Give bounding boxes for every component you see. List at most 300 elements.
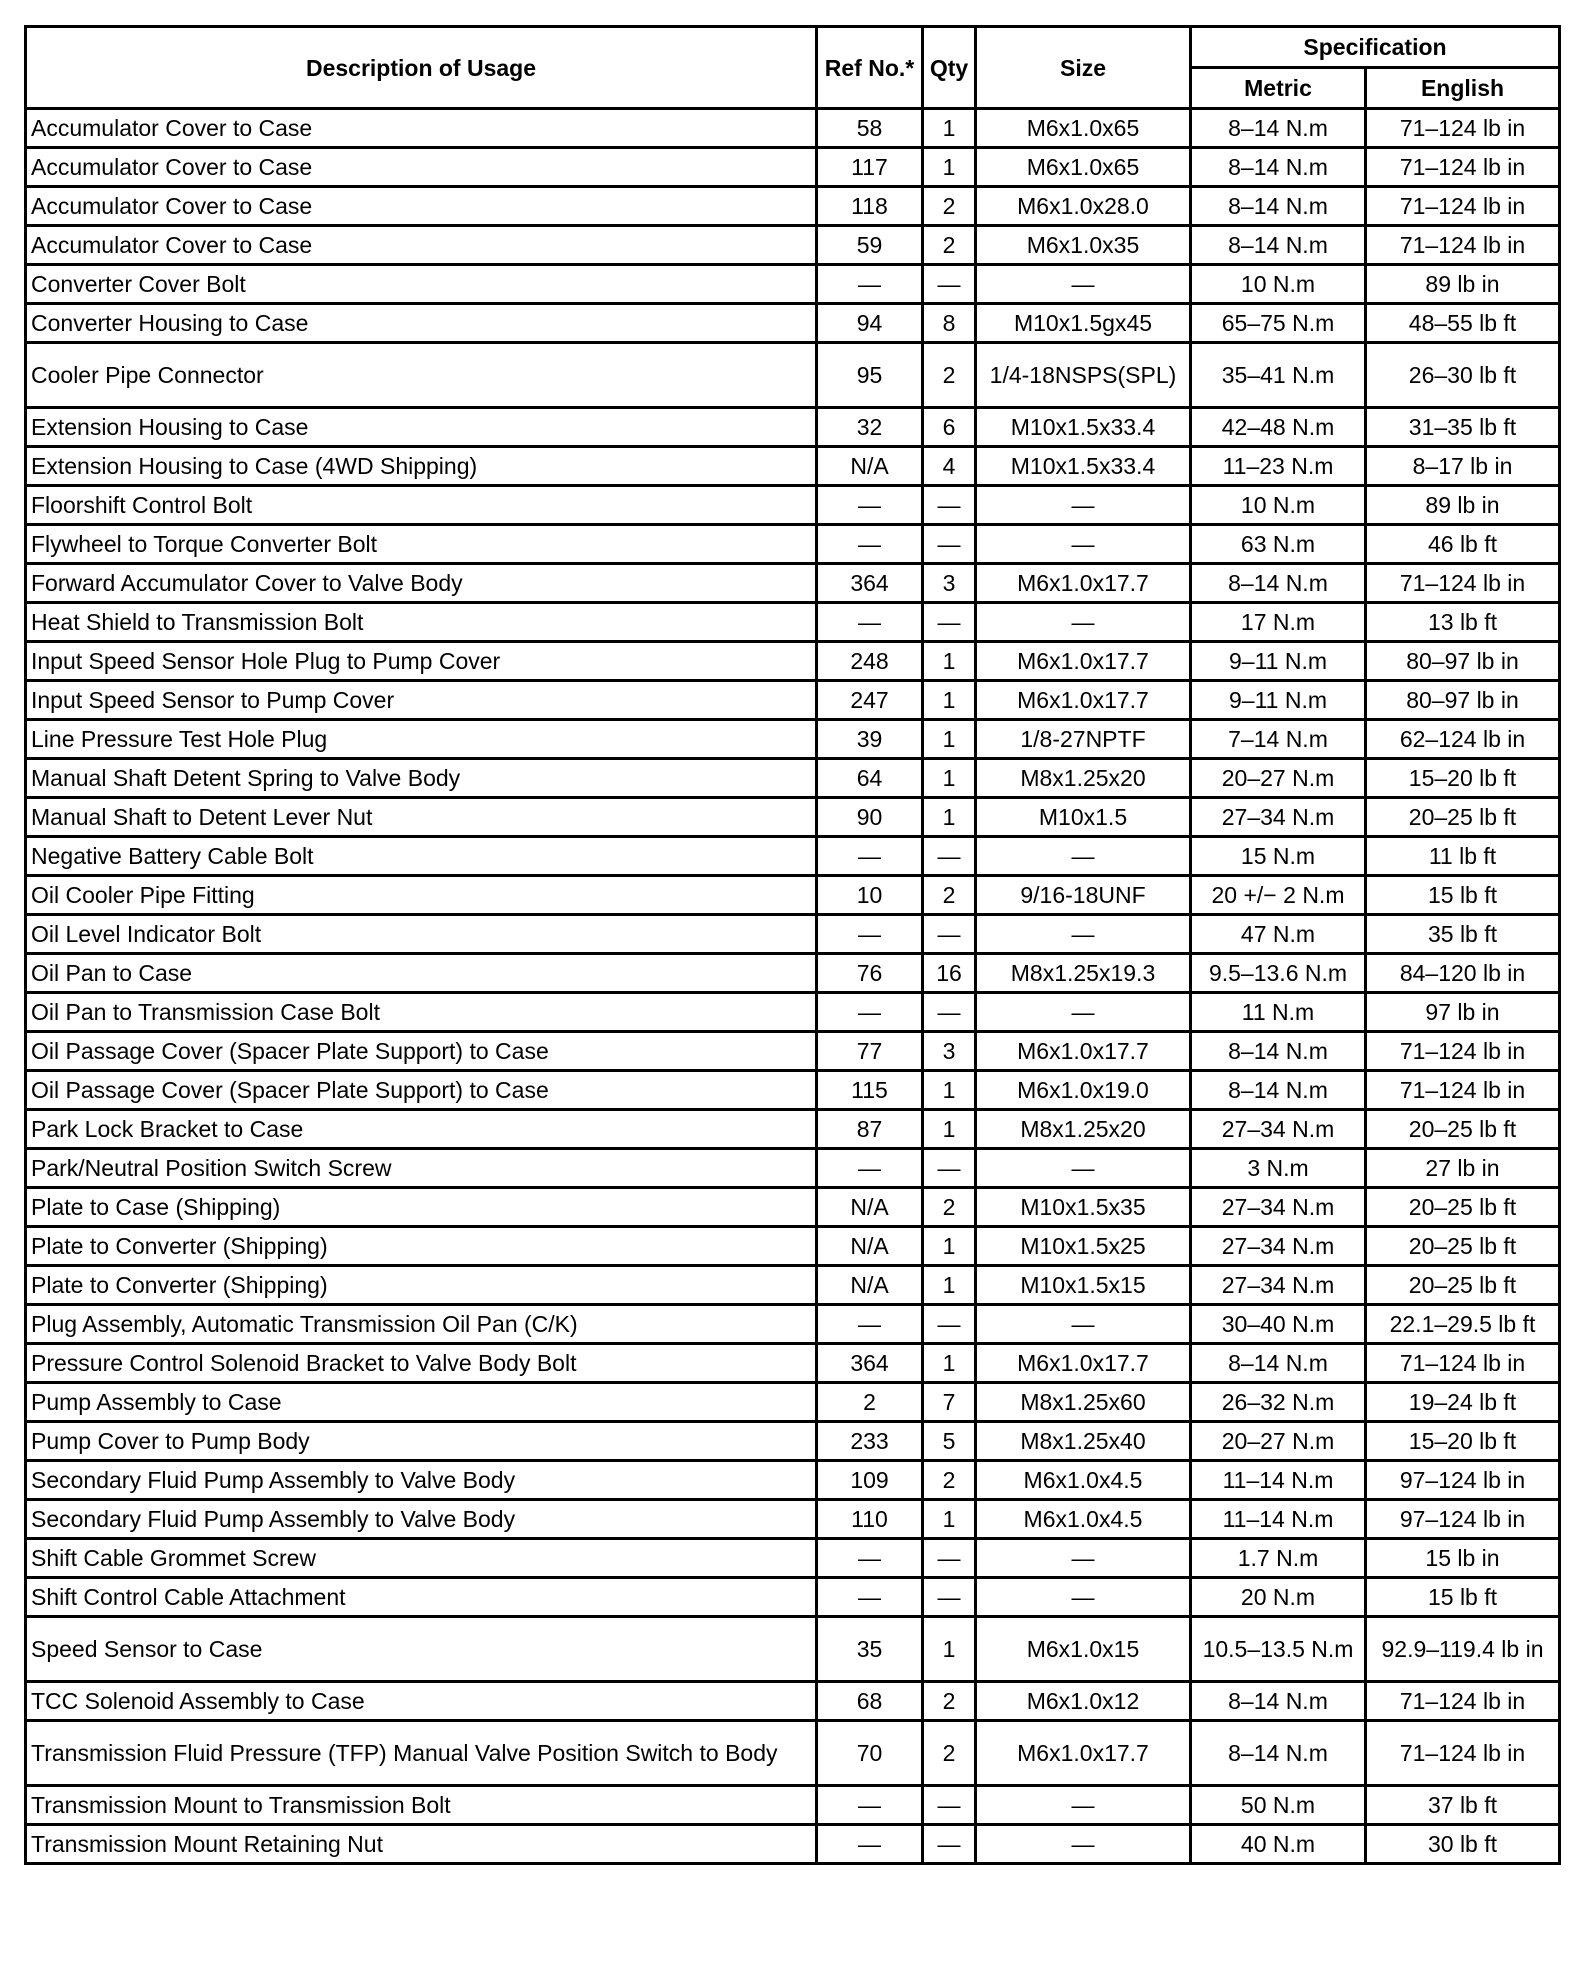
table-row: [26, 1149, 1560, 1188]
table-row: [26, 304, 1560, 343]
cell-english: 20–25 lb ft: [1366, 798, 1560, 837]
cell-metric: 8–14 N.m: [1191, 148, 1366, 187]
cell-qty: 2: [923, 1461, 976, 1500]
cell-size: —: [976, 486, 1191, 525]
cell-english: 15–20 lb ft: [1366, 1422, 1560, 1461]
cell-english: 31–35 lb ft: [1366, 408, 1560, 447]
table-row: [26, 1227, 1560, 1266]
cell-english: 97–124 lb in: [1366, 1500, 1560, 1539]
cell-qty: —: [923, 525, 976, 564]
cell-qty: 1: [923, 642, 976, 681]
cell-description: Plate to Converter (Shipping): [26, 1266, 817, 1305]
cell-size: —: [976, 1149, 1191, 1188]
table-row: [26, 1110, 1560, 1149]
cell-metric: 8–14 N.m: [1191, 109, 1366, 148]
cell-ref-no: 110: [817, 1500, 923, 1539]
table-row: [26, 1188, 1560, 1227]
cell-ref-no: 76: [817, 954, 923, 993]
cell-english: 46 lb ft: [1366, 525, 1560, 564]
table-row: [26, 1539, 1560, 1578]
cell-description: Transmission Mount Retaining Nut: [26, 1825, 817, 1864]
cell-english: 84–120 lb in: [1366, 954, 1560, 993]
cell-size: M10x1.5: [976, 798, 1191, 837]
cell-metric: 8–14 N.m: [1191, 1344, 1366, 1383]
cell-description: Pump Cover to Pump Body: [26, 1422, 817, 1461]
cell-ref-no: N/A: [817, 1266, 923, 1305]
cell-size: 1/8-27NPTF: [976, 720, 1191, 759]
cell-metric: 11–14 N.m: [1191, 1500, 1366, 1539]
cell-qty: —: [923, 1149, 976, 1188]
cell-metric: 17 N.m: [1191, 603, 1366, 642]
table-row: [26, 1305, 1560, 1344]
cell-english: 13 lb ft: [1366, 603, 1560, 642]
table-row: [26, 109, 1560, 148]
cell-metric: 8–14 N.m: [1191, 1032, 1366, 1071]
cell-metric: 63 N.m: [1191, 525, 1366, 564]
cell-english: 48–55 lb ft: [1366, 304, 1560, 343]
cell-size: —: [976, 1825, 1191, 1864]
cell-qty: —: [923, 603, 976, 642]
cell-metric: 8–14 N.m: [1191, 1071, 1366, 1110]
header-english: English: [1366, 68, 1560, 109]
cell-english: 15 lb ft: [1366, 1578, 1560, 1617]
cell-description: Oil Cooler Pipe Fitting: [26, 876, 817, 915]
cell-ref-no: N/A: [817, 1188, 923, 1227]
cell-size: M10x1.5x35: [976, 1188, 1191, 1227]
cell-qty: —: [923, 265, 976, 304]
cell-qty: —: [923, 1786, 976, 1825]
cell-english: 71–124 lb in: [1366, 564, 1560, 603]
table-row: [26, 759, 1560, 798]
cell-ref-no: 68: [817, 1682, 923, 1721]
cell-qty: 2: [923, 1188, 976, 1227]
cell-qty: —: [923, 1539, 976, 1578]
cell-metric: 10.5–13.5 N.m: [1191, 1617, 1366, 1682]
torque-spec-table: [24, 25, 1561, 1865]
cell-metric: 9–11 N.m: [1191, 681, 1366, 720]
cell-english: 71–124 lb in: [1366, 148, 1560, 187]
header-description: Description of Usage: [26, 27, 817, 109]
cell-metric: 11–14 N.m: [1191, 1461, 1366, 1500]
cell-english: 89 lb in: [1366, 486, 1560, 525]
cell-qty: 1: [923, 1266, 976, 1305]
cell-qty: 7: [923, 1383, 976, 1422]
cell-qty: 1: [923, 1227, 976, 1266]
cell-ref-no: 247: [817, 681, 923, 720]
cell-qty: 1: [923, 1110, 976, 1149]
table-row: [26, 187, 1560, 226]
cell-description: Input Speed Sensor Hole Plug to Pump Cover: [26, 642, 817, 681]
table-row: [26, 915, 1560, 954]
table-row: [26, 1461, 1560, 1500]
cell-english: 71–124 lb in: [1366, 1682, 1560, 1721]
table-row: [26, 1825, 1560, 1864]
cell-qty: —: [923, 486, 976, 525]
cell-qty: —: [923, 915, 976, 954]
cell-size: —: [976, 915, 1191, 954]
cell-description: Accumulator Cover to Case: [26, 226, 817, 265]
table-body: [26, 109, 1560, 1864]
cell-english: 37 lb ft: [1366, 1786, 1560, 1825]
table-row: [26, 1071, 1560, 1110]
cell-description: Shift Control Cable Attachment: [26, 1578, 817, 1617]
cell-metric: 27–34 N.m: [1191, 1188, 1366, 1227]
cell-ref-no: 109: [817, 1461, 923, 1500]
cell-english: 11 lb ft: [1366, 837, 1560, 876]
cell-qty: 1: [923, 798, 976, 837]
cell-ref-no: 87: [817, 1110, 923, 1149]
cell-size: M6x1.0x28.0: [976, 187, 1191, 226]
table-row: [26, 148, 1560, 187]
cell-metric: 1.7 N.m: [1191, 1539, 1366, 1578]
cell-english: 97–124 lb in: [1366, 1461, 1560, 1500]
cell-ref-no: 2: [817, 1383, 923, 1422]
cell-ref-no: N/A: [817, 1227, 923, 1266]
cell-english: 19–24 lb ft: [1366, 1383, 1560, 1422]
table-row: [26, 603, 1560, 642]
cell-size: M6x1.0x4.5: [976, 1500, 1191, 1539]
table-row: [26, 1344, 1560, 1383]
cell-ref-no: N/A: [817, 447, 923, 486]
cell-description: Oil Passage Cover (Spacer Plate Support) to Case: [26, 1032, 817, 1071]
cell-qty: —: [923, 1578, 976, 1617]
cell-qty: 3: [923, 564, 976, 603]
header-size: Size: [976, 27, 1191, 109]
cell-english: 8–17 lb in: [1366, 447, 1560, 486]
cell-ref-no: 118: [817, 187, 923, 226]
cell-ref-no: —: [817, 1578, 923, 1617]
cell-description: Accumulator Cover to Case: [26, 148, 817, 187]
table-row: [26, 564, 1560, 603]
cell-english: 20–25 lb ft: [1366, 1227, 1560, 1266]
cell-description: Manual Shaft Detent Spring to Valve Body: [26, 759, 817, 798]
cell-metric: 20–27 N.m: [1191, 759, 1366, 798]
cell-english: 71–124 lb in: [1366, 187, 1560, 226]
cell-description: Extension Housing to Case (4WD Shipping): [26, 447, 817, 486]
cell-ref-no: 59: [817, 226, 923, 265]
cell-size: M8x1.25x20: [976, 1110, 1191, 1149]
cell-english: 71–124 lb in: [1366, 1071, 1560, 1110]
table-row: [26, 408, 1560, 447]
cell-qty: —: [923, 1825, 976, 1864]
cell-ref-no: 39: [817, 720, 923, 759]
cell-size: M10x1.5x15: [976, 1266, 1191, 1305]
cell-size: —: [976, 1786, 1191, 1825]
cell-metric: 47 N.m: [1191, 915, 1366, 954]
table-row: [26, 1682, 1560, 1721]
header-specification: Specification: [1191, 27, 1560, 68]
cell-description: Oil Passage Cover (Spacer Plate Support) to Case: [26, 1071, 817, 1110]
cell-english: 71–124 lb in: [1366, 1344, 1560, 1383]
cell-qty: 6: [923, 408, 976, 447]
cell-metric: 27–34 N.m: [1191, 1110, 1366, 1149]
table-row: [26, 720, 1560, 759]
cell-english: 71–124 lb in: [1366, 1032, 1560, 1071]
table-row: [26, 1422, 1560, 1461]
cell-english: 89 lb in: [1366, 265, 1560, 304]
cell-metric: 20–27 N.m: [1191, 1422, 1366, 1461]
table-row: [26, 681, 1560, 720]
cell-size: M6x1.0x65: [976, 148, 1191, 187]
cell-ref-no: 117: [817, 148, 923, 187]
cell-description: Manual Shaft to Detent Lever Nut: [26, 798, 817, 837]
cell-qty: 3: [923, 1032, 976, 1071]
cell-size: M6x1.0x19.0: [976, 1071, 1191, 1110]
cell-qty: 2: [923, 876, 976, 915]
cell-ref-no: 364: [817, 564, 923, 603]
table-row: [26, 876, 1560, 915]
table-row: [26, 1786, 1560, 1825]
cell-size: M6x1.0x65: [976, 109, 1191, 148]
cell-ref-no: 364: [817, 1344, 923, 1383]
cell-qty: 2: [923, 187, 976, 226]
cell-english: 80–97 lb in: [1366, 681, 1560, 720]
cell-qty: 1: [923, 759, 976, 798]
table-row: [26, 798, 1560, 837]
cell-description: Forward Accumulator Cover to Valve Body: [26, 564, 817, 603]
cell-size: M8x1.25x40: [976, 1422, 1191, 1461]
cell-ref-no: —: [817, 265, 923, 304]
cell-ref-no: 233: [817, 1422, 923, 1461]
cell-qty: 1: [923, 148, 976, 187]
cell-ref-no: —: [817, 1825, 923, 1864]
cell-ref-no: —: [817, 486, 923, 525]
cell-size: M8x1.25x60: [976, 1383, 1191, 1422]
cell-ref-no: —: [817, 1786, 923, 1825]
cell-metric: 8–14 N.m: [1191, 564, 1366, 603]
cell-english: 35 lb ft: [1366, 915, 1560, 954]
cell-ref-no: 95: [817, 343, 923, 408]
cell-size: 1/4-18NSPS(SPL): [976, 343, 1191, 408]
cell-size: M6x1.0x17.7: [976, 1344, 1191, 1383]
cell-metric: 15 N.m: [1191, 837, 1366, 876]
cell-size: —: [976, 603, 1191, 642]
cell-size: —: [976, 837, 1191, 876]
cell-description: Accumulator Cover to Case: [26, 187, 817, 226]
cell-metric: 65–75 N.m: [1191, 304, 1366, 343]
cell-qty: 1: [923, 1344, 976, 1383]
cell-ref-no: —: [817, 525, 923, 564]
cell-qty: —: [923, 837, 976, 876]
cell-metric: 7–14 N.m: [1191, 720, 1366, 759]
table-row: [26, 343, 1560, 408]
cell-metric: 20 N.m: [1191, 1578, 1366, 1617]
cell-description: Cooler Pipe Connector: [26, 343, 817, 408]
cell-size: M8x1.25x20: [976, 759, 1191, 798]
cell-description: Plate to Converter (Shipping): [26, 1227, 817, 1266]
cell-english: 15 lb ft: [1366, 876, 1560, 915]
cell-qty: 1: [923, 1500, 976, 1539]
cell-metric: 27–34 N.m: [1191, 1227, 1366, 1266]
cell-english: 27 lb in: [1366, 1149, 1560, 1188]
cell-metric: 26–32 N.m: [1191, 1383, 1366, 1422]
cell-description: Pressure Control Solenoid Bracket to Valve Body Bolt: [26, 1344, 817, 1383]
cell-ref-no: —: [817, 993, 923, 1032]
cell-ref-no: 58: [817, 109, 923, 148]
cell-ref-no: —: [817, 1305, 923, 1344]
table-row: [26, 447, 1560, 486]
cell-qty: 2: [923, 226, 976, 265]
cell-ref-no: 32: [817, 408, 923, 447]
cell-ref-no: —: [817, 1149, 923, 1188]
cell-description: Park/Neutral Position Switch Screw: [26, 1149, 817, 1188]
cell-description: Shift Cable Grommet Screw: [26, 1539, 817, 1578]
cell-size: M6x1.0x17.7: [976, 564, 1191, 603]
cell-size: —: [976, 1539, 1191, 1578]
cell-description: Negative Battery Cable Bolt: [26, 837, 817, 876]
cell-description: Extension Housing to Case: [26, 408, 817, 447]
cell-english: 20–25 lb ft: [1366, 1266, 1560, 1305]
table-row: [26, 1500, 1560, 1539]
cell-english: 71–124 lb in: [1366, 1721, 1560, 1786]
cell-metric: 8–14 N.m: [1191, 1682, 1366, 1721]
cell-description: Plug Assembly, Automatic Transmission Oil Pan (C/K): [26, 1305, 817, 1344]
table-row: [26, 486, 1560, 525]
cell-description: Converter Housing to Case: [26, 304, 817, 343]
cell-description: Oil Pan to Case: [26, 954, 817, 993]
cell-description: Secondary Fluid Pump Assembly to Valve Body: [26, 1461, 817, 1500]
cell-qty: 1: [923, 1071, 976, 1110]
cell-ref-no: 64: [817, 759, 923, 798]
cell-size: —: [976, 1305, 1191, 1344]
cell-metric: 8–14 N.m: [1191, 1721, 1366, 1786]
cell-qty: 1: [923, 109, 976, 148]
cell-description: Flywheel to Torque Converter Bolt: [26, 525, 817, 564]
cell-qty: —: [923, 1305, 976, 1344]
cell-description: Speed Sensor to Case: [26, 1617, 817, 1682]
cell-size: M10x1.5x25: [976, 1227, 1191, 1266]
cell-metric: 35–41 N.m: [1191, 343, 1366, 408]
cell-english: 15–20 lb ft: [1366, 759, 1560, 798]
cell-description: Pump Assembly to Case: [26, 1383, 817, 1422]
cell-qty: 16: [923, 954, 976, 993]
cell-size: M8x1.25x19.3: [976, 954, 1191, 993]
cell-qty: 1: [923, 720, 976, 759]
cell-size: M6x1.0x15: [976, 1617, 1191, 1682]
table-row: [26, 1032, 1560, 1071]
cell-description: Secondary Fluid Pump Assembly to Valve Body: [26, 1500, 817, 1539]
cell-metric: 40 N.m: [1191, 1825, 1366, 1864]
table-row: [26, 1721, 1560, 1786]
cell-english: 20–25 lb ft: [1366, 1110, 1560, 1149]
cell-metric: 8–14 N.m: [1191, 226, 1366, 265]
cell-description: Oil Level Indicator Bolt: [26, 915, 817, 954]
cell-metric: 9.5–13.6 N.m: [1191, 954, 1366, 993]
cell-metric: 9–11 N.m: [1191, 642, 1366, 681]
cell-description: Floorshift Control Bolt: [26, 486, 817, 525]
cell-qty: 2: [923, 343, 976, 408]
cell-ref-no: —: [817, 837, 923, 876]
cell-description: Line Pressure Test Hole Plug: [26, 720, 817, 759]
cell-description: Oil Pan to Transmission Case Bolt: [26, 993, 817, 1032]
table-row: [26, 1617, 1560, 1682]
table-header: [26, 27, 1560, 109]
table-row: [26, 1383, 1560, 1422]
cell-size: M6x1.0x17.7: [976, 1032, 1191, 1071]
cell-qty: 5: [923, 1422, 976, 1461]
cell-ref-no: 90: [817, 798, 923, 837]
cell-english: 22.1–29.5 lb ft: [1366, 1305, 1560, 1344]
cell-size: —: [976, 993, 1191, 1032]
cell-english: 92.9–119.4 lb in: [1366, 1617, 1560, 1682]
cell-english: 71–124 lb in: [1366, 109, 1560, 148]
table-row: [26, 993, 1560, 1032]
cell-metric: 3 N.m: [1191, 1149, 1366, 1188]
table-row: [26, 1266, 1560, 1305]
table-row: [26, 642, 1560, 681]
cell-qty: 1: [923, 1617, 976, 1682]
cell-qty: 4: [923, 447, 976, 486]
cell-size: M6x1.0x17.7: [976, 681, 1191, 720]
cell-size: M6x1.0x17.7: [976, 642, 1191, 681]
cell-ref-no: —: [817, 1539, 923, 1578]
table-row: [26, 837, 1560, 876]
cell-size: M6x1.0x4.5: [976, 1461, 1191, 1500]
header-metric: Metric: [1191, 68, 1366, 109]
cell-description: Converter Cover Bolt: [26, 265, 817, 304]
cell-description: Input Speed Sensor to Pump Cover: [26, 681, 817, 720]
cell-metric: 10 N.m: [1191, 265, 1366, 304]
cell-english: 71–124 lb in: [1366, 226, 1560, 265]
cell-english: 30 lb ft: [1366, 1825, 1560, 1864]
cell-size: M6x1.0x35: [976, 226, 1191, 265]
cell-metric: 10 N.m: [1191, 486, 1366, 525]
table-row: [26, 265, 1560, 304]
cell-metric: 11–23 N.m: [1191, 447, 1366, 486]
cell-ref-no: 10: [817, 876, 923, 915]
cell-english: 20–25 lb ft: [1366, 1188, 1560, 1227]
header-qty: Qty: [923, 27, 976, 109]
cell-english: 26–30 lb ft: [1366, 343, 1560, 408]
cell-description: Transmission Fluid Pressure (TFP) Manual Valve Position Switch to Body: [26, 1721, 817, 1786]
cell-ref-no: 115: [817, 1071, 923, 1110]
cell-ref-no: —: [817, 915, 923, 954]
cell-size: —: [976, 1578, 1191, 1617]
cell-metric: 42–48 N.m: [1191, 408, 1366, 447]
cell-english: 80–97 lb in: [1366, 642, 1560, 681]
cell-ref-no: 248: [817, 642, 923, 681]
cell-qty: 2: [923, 1682, 976, 1721]
cell-metric: 27–34 N.m: [1191, 798, 1366, 837]
cell-size: —: [976, 265, 1191, 304]
cell-size: M6x1.0x12: [976, 1682, 1191, 1721]
cell-metric: 50 N.m: [1191, 1786, 1366, 1825]
cell-qty: —: [923, 993, 976, 1032]
cell-description: Heat Shield to Transmission Bolt: [26, 603, 817, 642]
cell-size: M10x1.5gx45: [976, 304, 1191, 343]
cell-ref-no: —: [817, 603, 923, 642]
cell-size: —: [976, 525, 1191, 564]
cell-english: 62–124 lb in: [1366, 720, 1560, 759]
cell-qty: 8: [923, 304, 976, 343]
cell-size: M6x1.0x17.7: [976, 1721, 1191, 1786]
cell-description: Park Lock Bracket to Case: [26, 1110, 817, 1149]
cell-metric: 11 N.m: [1191, 993, 1366, 1032]
cell-size: M10x1.5x33.4: [976, 408, 1191, 447]
cell-ref-no: 94: [817, 304, 923, 343]
header-ref-no: Ref No.*: [817, 27, 923, 109]
cell-metric: 27–34 N.m: [1191, 1266, 1366, 1305]
cell-ref-no: 77: [817, 1032, 923, 1071]
cell-description: Transmission Mount to Transmission Bolt: [26, 1786, 817, 1825]
cell-ref-no: 35: [817, 1617, 923, 1682]
table-row: [26, 226, 1560, 265]
cell-description: Plate to Case (Shipping): [26, 1188, 817, 1227]
cell-qty: 2: [923, 1721, 976, 1786]
table-row: [26, 1578, 1560, 1617]
cell-metric: 30–40 N.m: [1191, 1305, 1366, 1344]
cell-size: M10x1.5x33.4: [976, 447, 1191, 486]
